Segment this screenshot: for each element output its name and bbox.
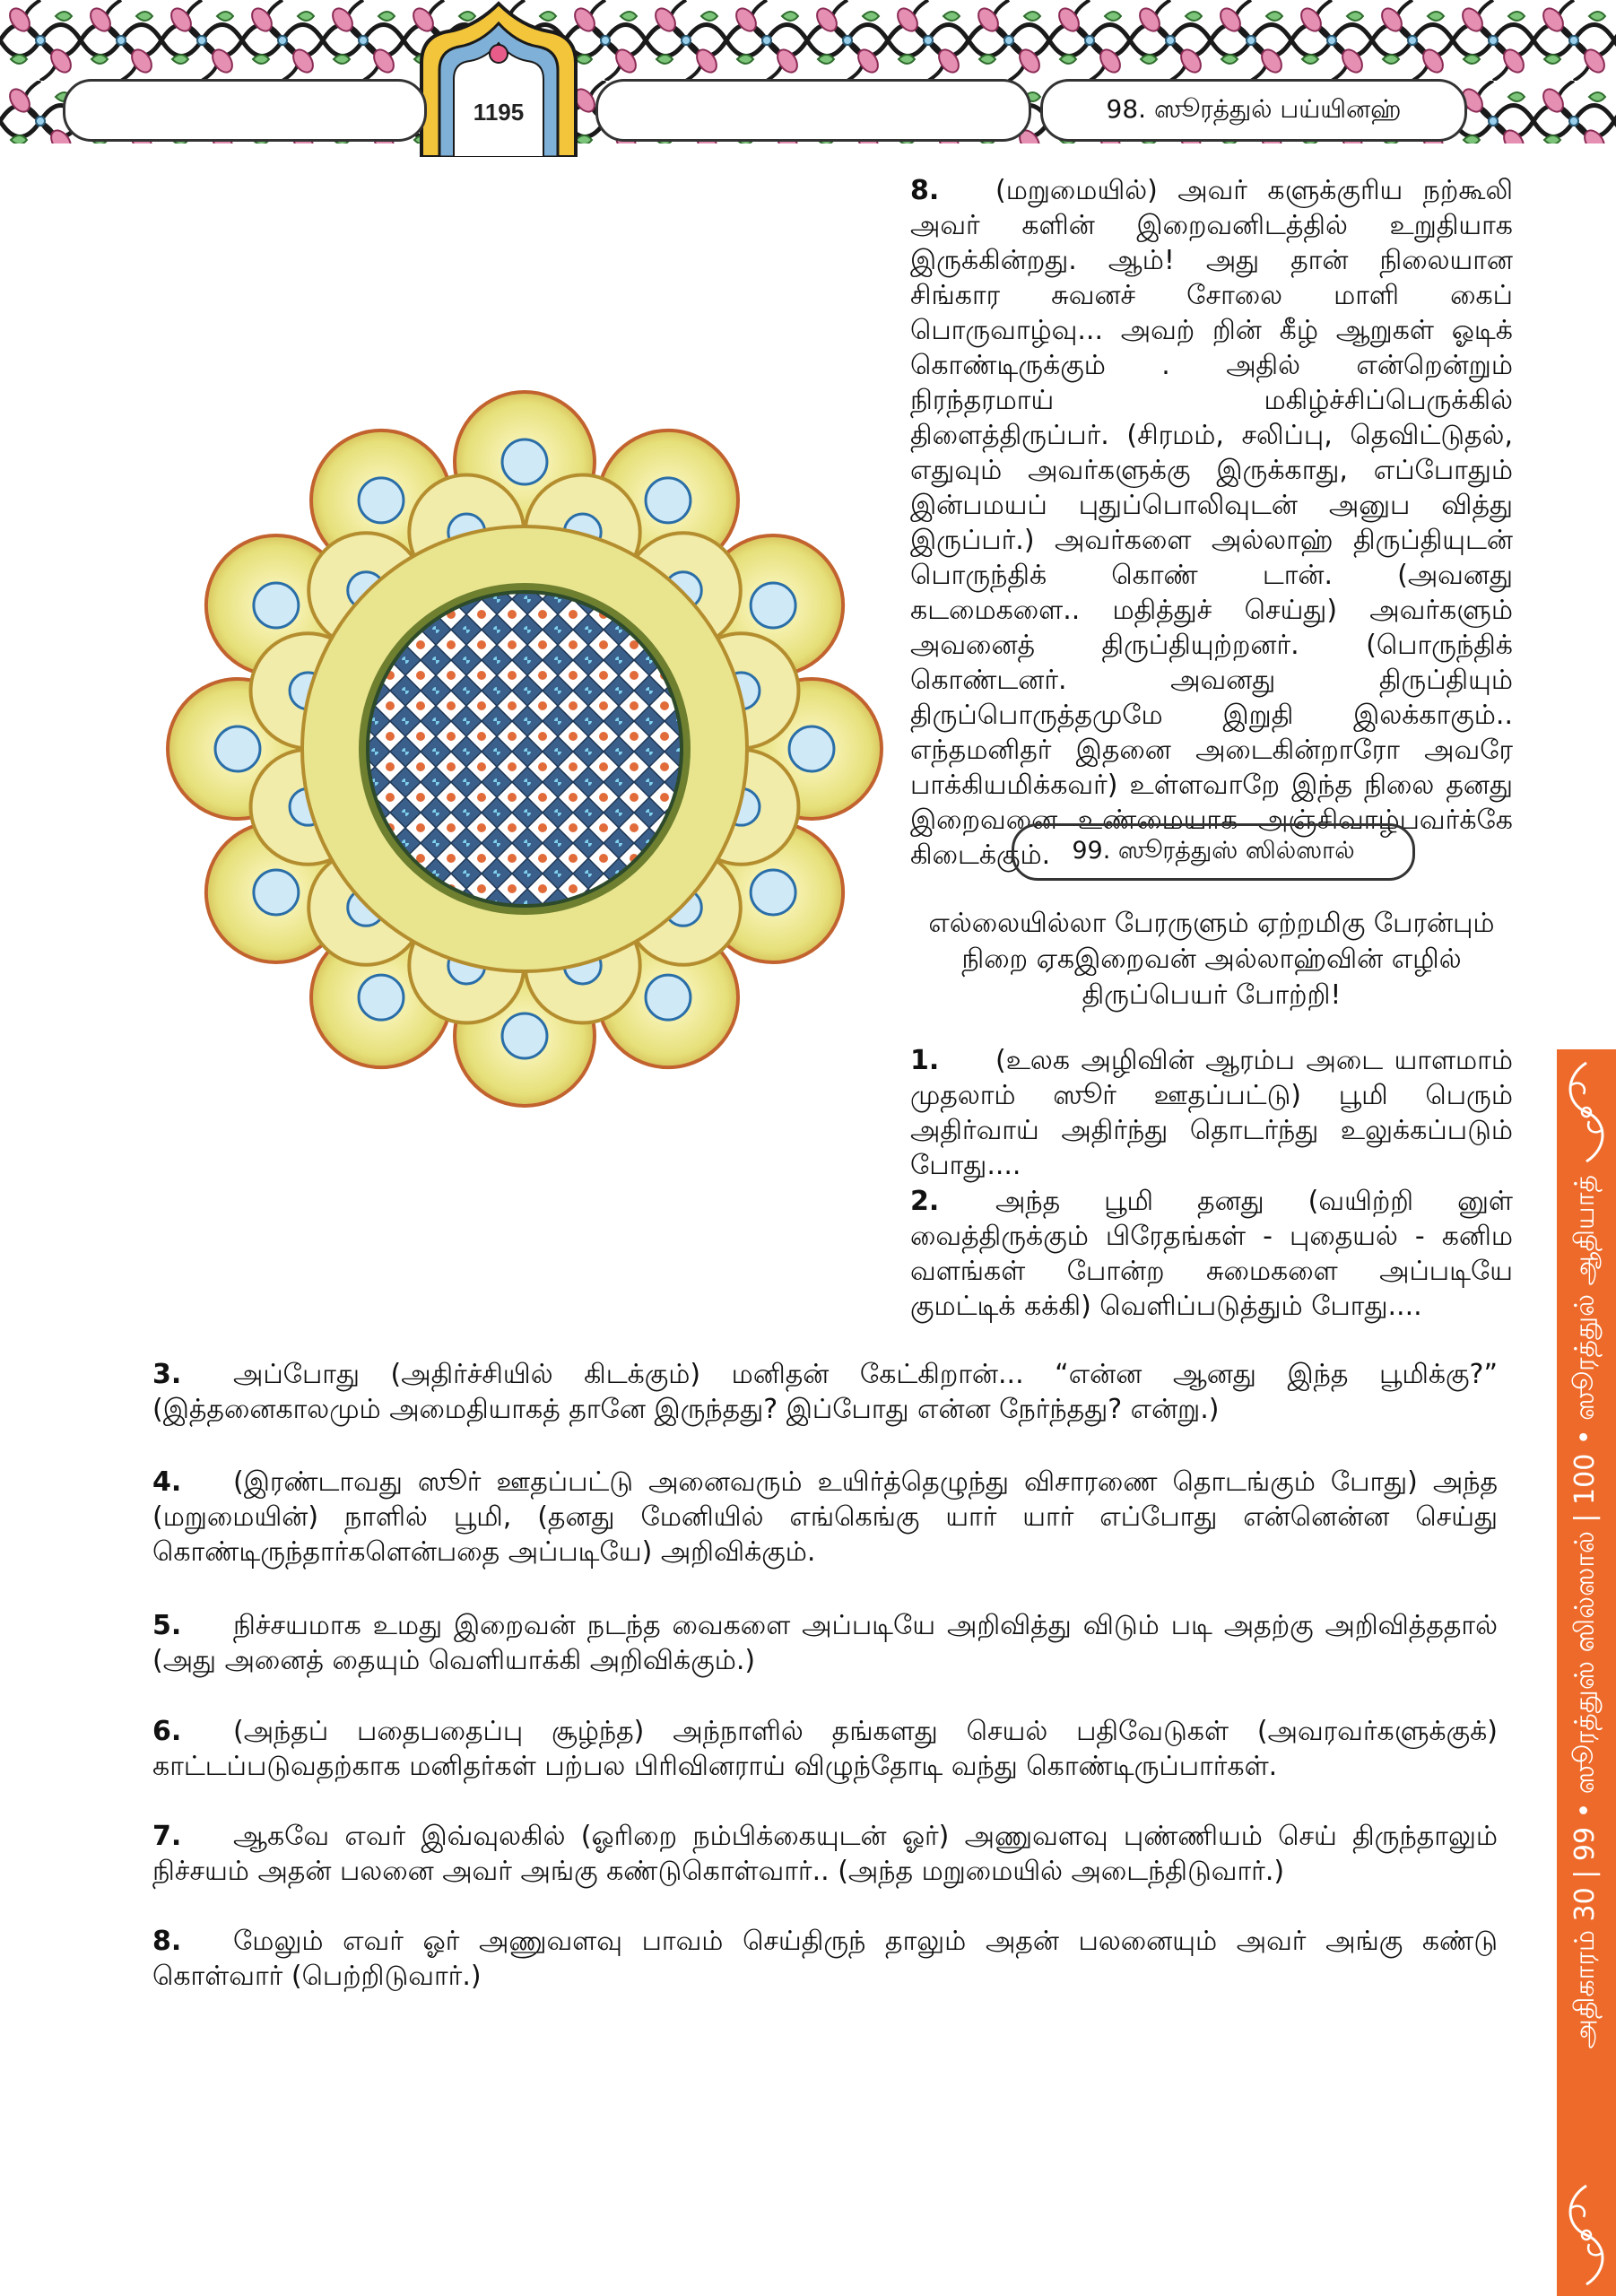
bismillah-line-2: நிறை ஏகஇறைவன் அல்லாஹ்வின் எழில் [961,944,1462,975]
verse-number: 6. [152,1716,182,1747]
verse-text: (மறுமையில்) அவர் களுக்குரிய நற்கூலி அவர் களின் இறைவனிடத்தில் உறுதியாக இருக்கின்றது. ஆம்! அது தான் நிலையான சிங்கார சுவனச் சோலை மாளி கைப் பொருவாழ்வு... அவற் றின் கீழ் ஆறுகள் ஓடிக் கொண்டிருக்கும் . அதில் என்றென்றும் நிரந்தரமாய் மகிழ்ச்சிப்பெருக்கில் திளைத்திருப்பர். (சிரமம், சலிப்பு, தெவிட்டுதல், எதுவும் அவர்களுக்கு இருக்காது, எப்போதும் இன்பமயப் புதுப்பொலிவுடன் அனுப வித்து இருப்பர்.) அவர்களை அல்லாஹ் திருப்தியுடன் பொருந்திக் கொண் டான். (அவனது கடமைகளை.. மதித்துச் செய்து) அவர்களும் அவனைத் திருப்தியுற்றனர். (பொருந்திக் கொண்டனர். அவனது திருப்தியும் திருப்பொருத்தமுமே இறுதி இலக்காகும்.. எந்தமனிதர் இதனை அடைகின்றாரோ அவரே பாக்கியமிக்கவர்) உள்ளவாறே இந்த நிலை தனது இறைவனை உண்மையாக அஞ்சிவாழ்பவர்க்கே கிடைக்கும். [910,175,1513,871]
mandala-medallion [751,583,795,628]
verse-text: மேலும் எவர் ஓர் அணுவளவு பாவம் செய்திருந் தாலும் அதன் பலனையும் அவர் அங்கு கண்டு கொள்வார் (பெற்றிடுவார்.) [152,1926,1498,1992]
verse-text: ஆகவே எவர் இவ்வுலகில் (ஓரிறை நம்பிக்கையுடன் ஓர்) அணுவளவு புண்ணியம் செய் திருந்தாலும் நிச்சயம் அதன் பலனை அவர் அங்கு கண்டுகொள்வார்.. (அந்த மறுமையில் அடைந்திடுவார்.) [152,1821,1498,1887]
mandala-ornament [161,386,888,1112]
surah99-title: 99. ஸூரத்துஸ் ஸில்ஸால் [1012,823,1415,881]
verse-number: 8. [152,1926,182,1957]
surah99-verse-4 [152,1465,1498,1570]
verse-text: அப்போது (அதிர்ச்சியில் கிடக்கும்) மனிதன் கேட்கிறான்... “என்ன ஆனது இந்த பூமிக்கு?” (இத்தனைகாலமும் அமைதியாகத் தானே இருந்தது? இப்போது என்ன நேர்ந்தது? என்று.) [152,1359,1498,1425]
verse-number: 3. [152,1359,182,1390]
bismillah-block [910,906,1513,1013]
surah99-verse-7 [152,1819,1498,1889]
verse-text: அந்த பூமி தனது (வயிற்றி னுள் வைத்திருக்கும் பிரேதங்கள் - புதையல் - கனிம வளங்கள் போன்ற சுமைகளை அப்படியே குமட்டிக் கக்கி) வெளிப்படுத்தும் போது.... [910,1186,1513,1322]
verse-number: 2. [910,1186,940,1217]
mandala-medallion [789,726,834,771]
surah99-verse-2 [910,1184,1513,1324]
page-header [0,0,1616,157]
mandala-medallion [502,439,547,484]
surah99-verse-6 [152,1714,1498,1784]
bismillah-line-3: திருப்பெயர் போற்றி! [1082,979,1342,1011]
verse-text: (இரண்டாவது ஸூர் ஊதப்பட்டு அனைவரும் உயிர்த்தெழுந்து விசாரணை தொடங்கும் போது) அந்த (மறுமையின்) நாளில் பூமி, (தனது மேனியில் எங்கெங்கு யார் யார் எப்போது என்னென்ன செய்து கொண்டிருந்தார்களென்பதை அப்படியே) அறிவிக்கும். [152,1466,1498,1568]
verse-number: 8. [910,175,940,206]
surah99-verse-5 [152,1608,1498,1678]
header-left-band [63,79,427,142]
mandala-medallion [646,478,691,523]
mandala-medallion [751,870,795,915]
verse-number: 4. [152,1466,182,1498]
verse-text: (அந்தப் பதைபதைப்பு சூழ்ந்த) அந்நாளில் தங்களது செயல் பதிவேடுகள் (அவரவர்களுக்குக்) காட்டப்படுவதற்காக மனிதர்கள் பற்பல பிரிவினராய் விழுந்தோடி வந்து கொண்டிருப்பார்கள். [152,1716,1498,1782]
bismillah-line-1: எல்லையில்லா பேரருளும் ஏற்றமிகு பேரன்பும் [928,908,1495,939]
mandala-medallion [359,478,404,523]
mandala-medallion [254,870,299,915]
side-tab-label: அதிகாரம் 30 | 99 • ஸூரத்துஸ் ஸில்ஸால் | 100 • ஸூரத்துல் ஆதியாத் [1568,1175,1601,2049]
surah99-verse-1 [910,1043,1513,1183]
header-middle-band [595,79,1031,142]
page-number: 1195 [473,99,525,126]
mandala-medallion [502,1013,547,1058]
verse-number: 7. [152,1821,182,1852]
mandala-medallion [215,726,260,771]
verse-text: நிச்சயமாக உமது இறைவன் நடந்த வைகளை அப்படியே அறிவித்து விடும் படி அதற்கு அறிவித்ததால் (அது அனைத் தையும் வெளியாக்கி அறிவிக்கும்.) [152,1610,1498,1676]
verse-number: 1. [910,1045,940,1076]
verse-text: (உலக அழிவின் ஆரம்ப அடை யாளமாம் முதலாம் ஸூர் ஊதப்பட்டு) பூமி பெரும் அதிர்வாய் அதிர்ந்து தொடர்ந்து உலுக்கப்படும் போது.... [910,1045,1513,1181]
surah-title: 98. ஸூரத்துல் பய்யினஹ் [1040,79,1467,142]
mandala-medallion [254,583,299,628]
mandala-medallion [646,975,691,1020]
verse-number: 5. [152,1610,182,1641]
chapter-side-tab [1557,1049,1616,2296]
surah98-verse-8 [910,173,1513,873]
surah99-verse-8 [152,1924,1498,1994]
surah99-verse-3 [152,1357,1498,1427]
mandala-medallion [359,975,404,1020]
